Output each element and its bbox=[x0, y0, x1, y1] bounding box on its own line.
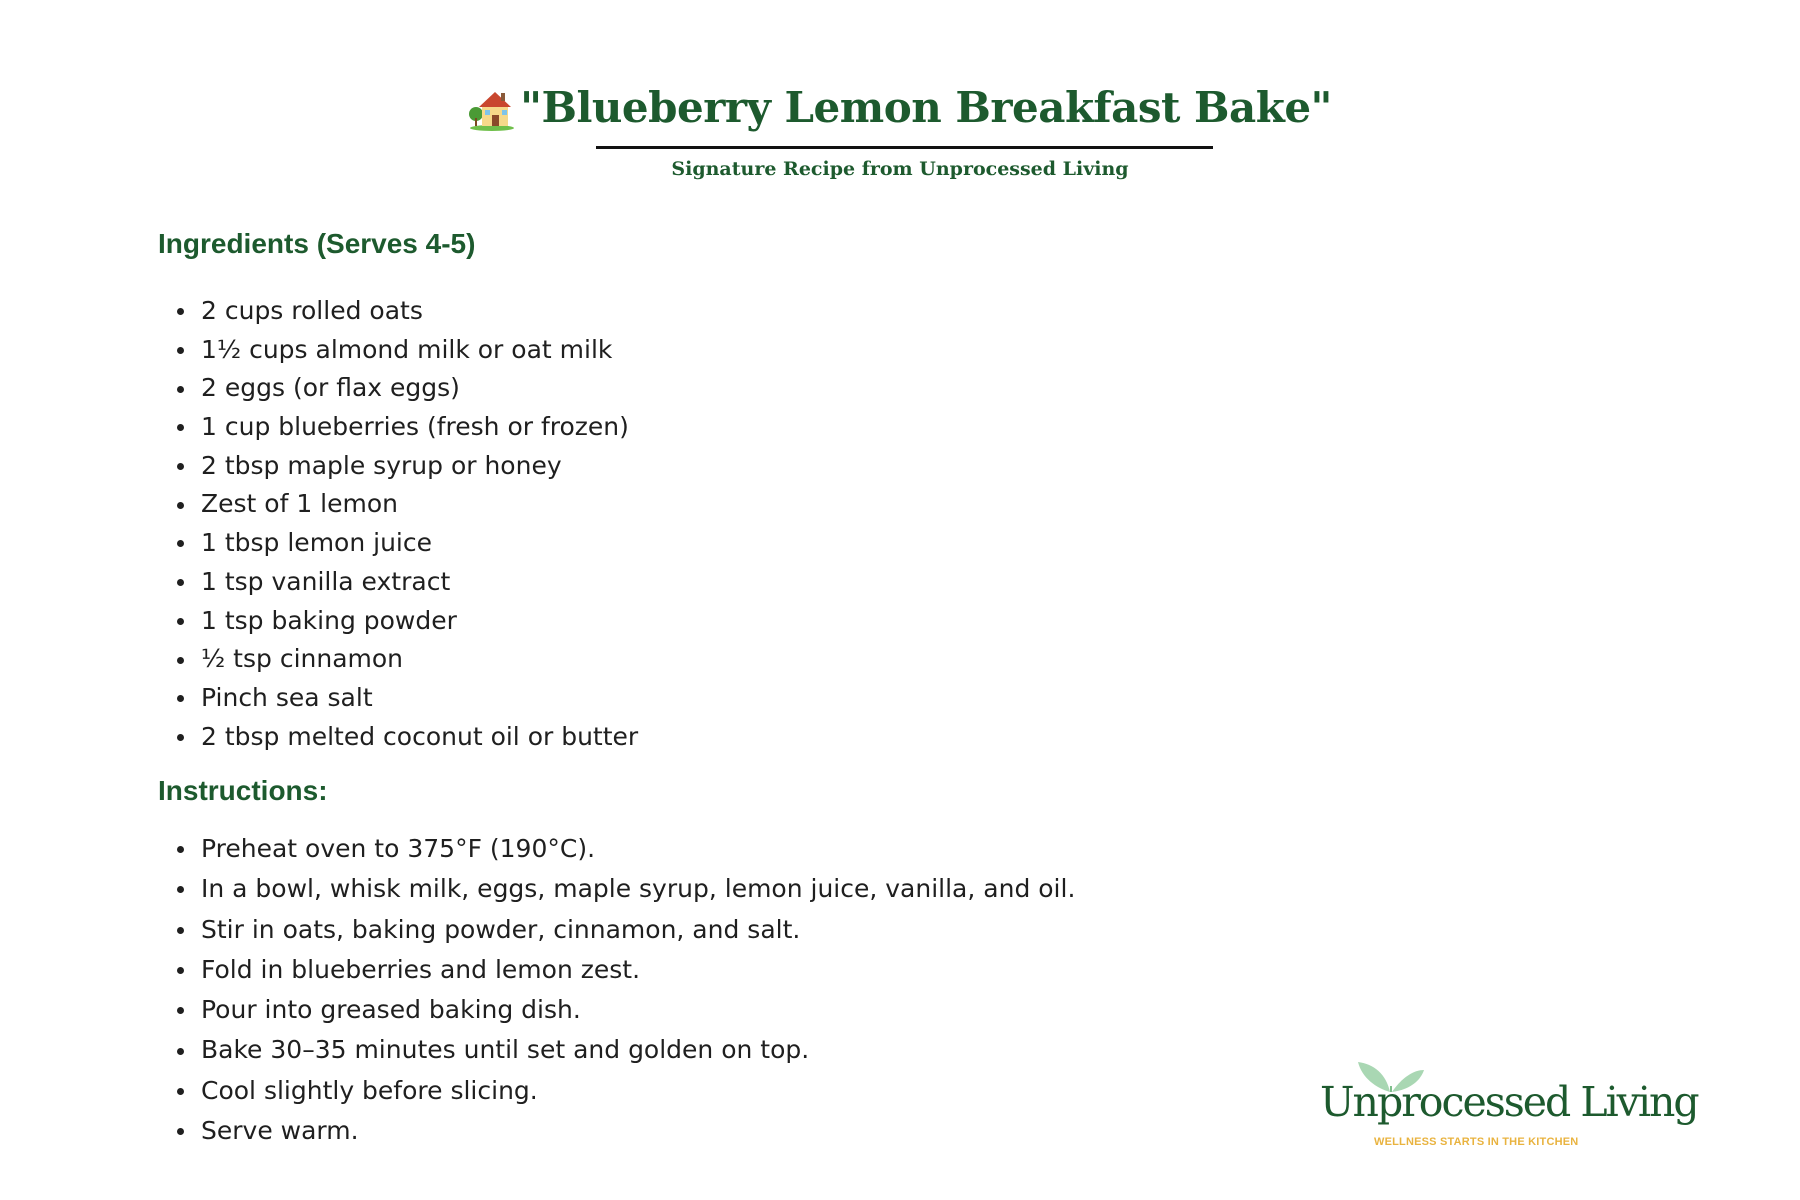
instruction-step: Preheat oven to 375°F (190°C). bbox=[158, 829, 1075, 869]
instruction-step: Bake 30–35 minutes until set and golden on top. bbox=[158, 1030, 1075, 1070]
ingredient-item: Pinch sea salt bbox=[158, 679, 638, 718]
recipe-title bbox=[468, 78, 1332, 138]
instructions-heading: Instructions: bbox=[158, 775, 328, 806]
ingredients-list bbox=[158, 292, 638, 756]
instruction-step: Pour into greased baking dish. bbox=[158, 990, 1075, 1030]
instruction-step: Serve warm. bbox=[158, 1111, 1075, 1151]
ingredient-item: Zest of 1 lemon bbox=[158, 485, 638, 524]
recipe-title-text: "Blueberry Lemon Breakfast Bake" bbox=[520, 83, 1332, 132]
instructions-list bbox=[158, 829, 1075, 1151]
recipe-header bbox=[0, 78, 1800, 138]
ingredient-item: 1 tsp baking powder bbox=[158, 602, 638, 641]
ingredient-item: ½ tsp cinnamon bbox=[158, 640, 638, 679]
instruction-step: Fold in blueberries and lemon zest. bbox=[158, 950, 1075, 990]
instruction-step: Stir in oats, baking powder, cinnamon, and salt. bbox=[158, 910, 1075, 950]
brand-logo bbox=[1316, 1058, 1698, 1150]
recipe-subtitle: Signature Recipe from Unprocessed Living bbox=[671, 158, 1129, 180]
ingredient-item: 2 tbsp melted coconut oil or butter bbox=[158, 718, 638, 757]
ingredient-item: 2 cups rolled oats bbox=[158, 292, 638, 331]
house-with-garden-icon bbox=[468, 84, 516, 132]
instruction-step: Cool slightly before slicing. bbox=[158, 1071, 1075, 1111]
ingredient-item: 2 eggs (or flax eggs) bbox=[158, 369, 638, 408]
brand-name: Unprocessed Living bbox=[1320, 1078, 1698, 1126]
ingredients-heading: Ingredients (Serves 4-5) bbox=[158, 228, 476, 259]
instruction-step: In a bowl, whisk milk, eggs, maple syrup, lemon juice, vanilla, and oil. bbox=[158, 869, 1075, 909]
brand-tagline: WELLNESS STARTS IN THE KITCHEN bbox=[1374, 1136, 1579, 1148]
ingredient-item: 1 tsp vanilla extract bbox=[158, 563, 638, 602]
ingredient-item: 2 tbsp maple syrup or honey bbox=[158, 447, 638, 486]
ingredient-item: 1 tbsp lemon juice bbox=[158, 524, 638, 563]
ingredient-item: 1½ cups almond milk or oat milk bbox=[158, 331, 638, 370]
ingredient-item: 1 cup blueberries (fresh or frozen) bbox=[158, 408, 638, 447]
title-underline bbox=[596, 146, 1213, 149]
